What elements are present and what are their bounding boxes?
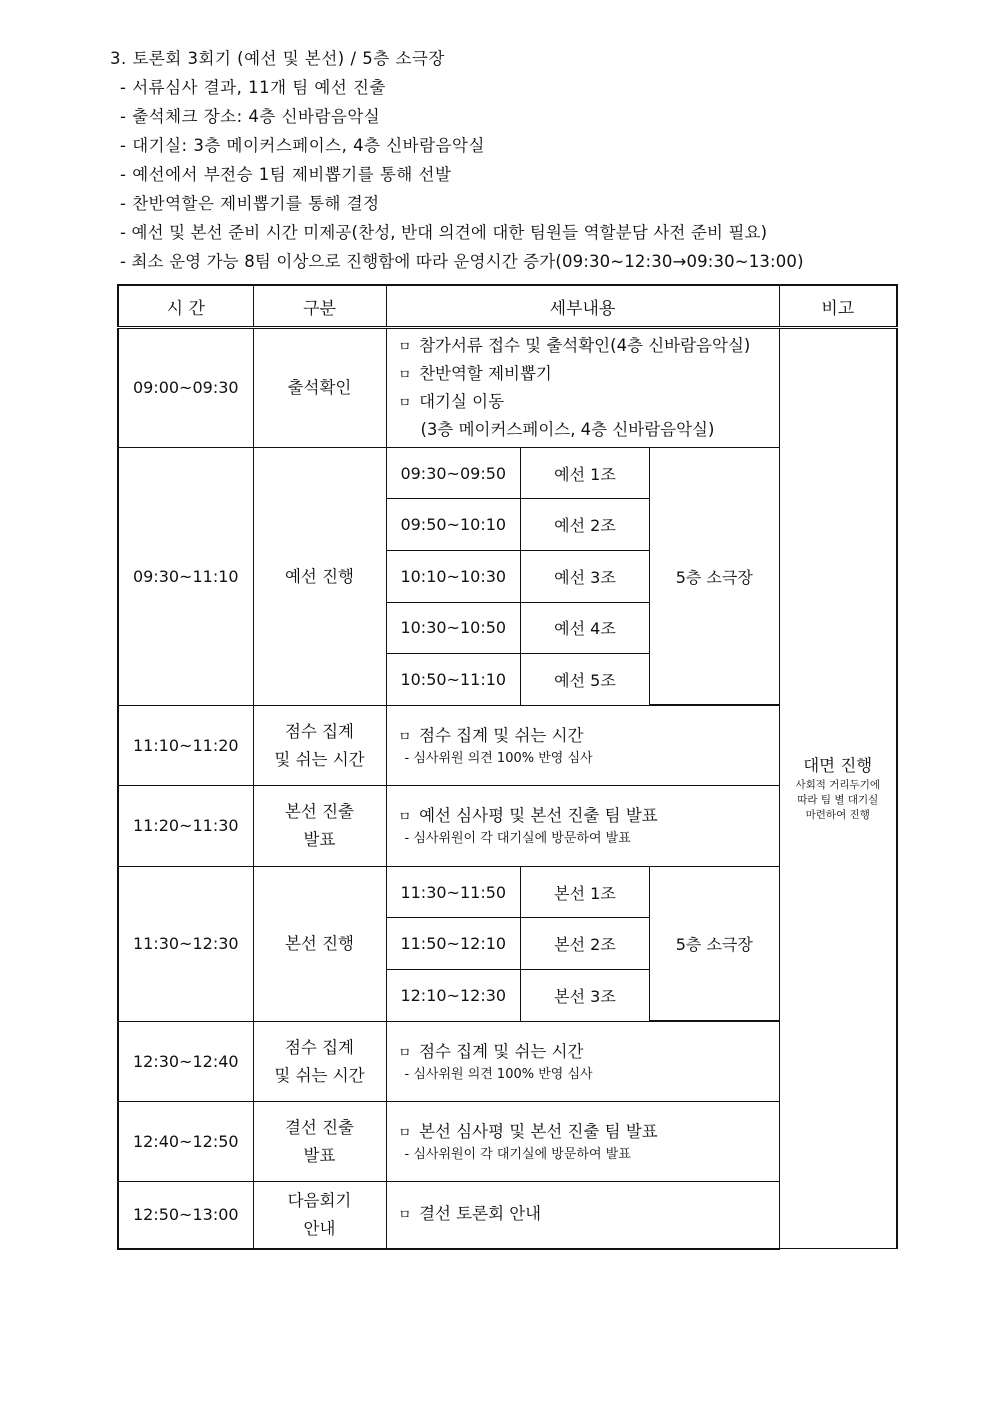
row-time: 11:10~11:20 bbox=[118, 706, 253, 786]
header-details: 세부내용 bbox=[386, 285, 779, 328]
detail-line: ㅁ 결선 토론회 안내 bbox=[398, 1203, 542, 1223]
square-bullet-icon: ㅁ bbox=[398, 729, 412, 745]
square-bullet-icon: ㅁ bbox=[398, 1045, 412, 1061]
header-category: 구분 bbox=[253, 285, 386, 328]
square-bullet-icon: ㅁ bbox=[398, 396, 412, 411]
bullet-item: - 최소 운영 가능 8팀 이상으로 진행함에 따라 운영시간 증가(09:30~12:30→09:30~13:00) bbox=[120, 252, 804, 271]
row-details bbox=[386, 706, 779, 786]
header-note: 비고 bbox=[779, 285, 897, 328]
square-bullet-icon: ㅁ bbox=[398, 1125, 412, 1141]
header-time: 시 간 bbox=[118, 285, 253, 328]
detail-sub-line: - 심사위원이 각 대기실에 방문하여 발표 bbox=[404, 831, 631, 846]
row-category: 다음회기 안내 bbox=[253, 1182, 386, 1249]
row-category: 본선 진출 발표 bbox=[253, 786, 386, 867]
bullet-item: - 예선 및 본선 준비 시간 미제공(찬성, 반대 의견에 대한 팀원들 역할분담 사전 준비 필요) bbox=[120, 223, 768, 242]
detail-sub-line: - 심사위원 의견 100% 반영 심사 bbox=[404, 1066, 593, 1082]
bullet-item: - 출석체크 장소: 4층 신바람음악실 bbox=[120, 107, 381, 126]
slot-time: 11:30~11:50 bbox=[387, 867, 521, 918]
row-category: 점수 집계 및 쉬는 시간 bbox=[253, 1022, 386, 1102]
row-time: 11:20~11:30 bbox=[118, 786, 253, 867]
note-sub-line: 사회적 거리두기에 bbox=[795, 779, 880, 791]
row-details bbox=[386, 867, 779, 1022]
row-details bbox=[386, 1102, 779, 1182]
detail-line: ㅁ 대기실 이동 bbox=[398, 392, 505, 411]
row-details bbox=[386, 786, 779, 867]
slot-group: 예선 1조 bbox=[521, 448, 650, 499]
row-time: 09:00~09:30 bbox=[118, 328, 253, 448]
slot-group: 본선 2조 bbox=[521, 918, 650, 970]
slot-venue: 5층 소극장 bbox=[650, 448, 779, 705]
bullet-item: - 예선에서 부전승 1팀 제비뽑기를 통해 선발 bbox=[120, 165, 452, 184]
slot-group: 예선 4조 bbox=[521, 602, 650, 654]
slot-table bbox=[387, 867, 779, 1021]
slot-time: 11:50~12:10 bbox=[387, 918, 521, 970]
square-bullet-icon: ㅁ bbox=[398, 1207, 412, 1223]
slot-time: 10:10~10:30 bbox=[387, 550, 521, 602]
detail-line: ㅁ 점수 집계 및 쉬는 시간 bbox=[398, 725, 584, 745]
table-row bbox=[118, 328, 897, 448]
detail-sub-line: - 심사위원이 각 대기실에 방문하여 발표 bbox=[404, 1146, 631, 1162]
section-heading: 3. 토론회 3회기 (예선 및 본선) / 5층 소극장 bbox=[110, 49, 445, 68]
row-category: 결선 진출 발표 bbox=[253, 1102, 386, 1182]
row-category: 출석확인 bbox=[253, 328, 386, 448]
row-time: 09:30~11:10 bbox=[118, 448, 253, 706]
row-details bbox=[386, 1182, 779, 1249]
detail-line: ㅁ 예선 심사평 및 본선 진출 팀 발표 bbox=[398, 806, 658, 825]
row-time: 12:30~12:40 bbox=[118, 1022, 253, 1102]
row-category: 예선 진행 bbox=[253, 448, 386, 706]
slot-time: 12:10~12:30 bbox=[387, 970, 521, 1021]
row-time: 12:40~12:50 bbox=[118, 1102, 253, 1182]
slot-time: 09:50~10:10 bbox=[387, 499, 521, 551]
square-bullet-icon: ㅁ bbox=[398, 340, 412, 355]
detail-sub-line: - 심사위원 의견 100% 반영 심사 bbox=[404, 750, 593, 766]
row-time: 11:30~12:30 bbox=[118, 867, 253, 1022]
row-details bbox=[386, 1022, 779, 1102]
bullet-item: - 찬반역할은 제비뽑기를 통해 결정 bbox=[120, 194, 380, 213]
slot-group: 예선 3조 bbox=[521, 550, 650, 602]
note-cell bbox=[779, 328, 897, 1249]
slot-time: 10:50~11:10 bbox=[387, 654, 521, 705]
detail-line: ㅁ 참가서류 접수 및 출석확인(4층 신바람음악실) bbox=[398, 336, 751, 355]
detail-line: (3층 메이커스페이스, 4층 신바람음악실) bbox=[420, 420, 715, 439]
bullet-item: - 대기실: 3층 메이커스페이스, 4층 신바람음악실 bbox=[120, 136, 485, 155]
note-sub-line: 따라 팀 별 대기실 bbox=[797, 794, 879, 806]
detail-line: ㅁ 찬반역할 제비뽑기 bbox=[398, 364, 552, 383]
note-sub-line: 마련하여 진행 bbox=[805, 809, 870, 821]
slot-group: 본선 3조 bbox=[521, 970, 650, 1021]
detail-line: ㅁ 점수 집계 및 쉬는 시간 bbox=[398, 1041, 584, 1061]
detail-line: ㅁ 본선 심사평 및 본선 진출 팀 발표 bbox=[398, 1121, 658, 1141]
bullet-item: - 서류심사 결과, 11개 팀 예선 진출 bbox=[120, 78, 386, 97]
note-main: 대면 진행 bbox=[803, 756, 873, 775]
row-details bbox=[386, 448, 779, 706]
table-header-row bbox=[118, 285, 897, 328]
slot-time: 10:30~10:50 bbox=[387, 602, 521, 654]
row-category: 점수 집계 및 쉬는 시간 bbox=[253, 706, 386, 786]
row-details bbox=[386, 328, 779, 448]
section-intro bbox=[110, 44, 930, 276]
slot-group: 예선 2조 bbox=[521, 499, 650, 551]
slot-table bbox=[387, 448, 779, 705]
slot-group: 예선 5조 bbox=[521, 654, 650, 705]
slot-group: 본선 1조 bbox=[521, 867, 650, 918]
slot-time: 09:30~09:50 bbox=[387, 448, 521, 499]
row-time: 12:50~13:00 bbox=[118, 1182, 253, 1249]
square-bullet-icon: ㅁ bbox=[398, 810, 412, 825]
row-category: 본선 진행 bbox=[253, 867, 386, 1022]
slot-venue: 5층 소극장 bbox=[650, 867, 779, 1021]
schedule-table bbox=[117, 284, 898, 1250]
square-bullet-icon: ㅁ bbox=[398, 368, 412, 383]
